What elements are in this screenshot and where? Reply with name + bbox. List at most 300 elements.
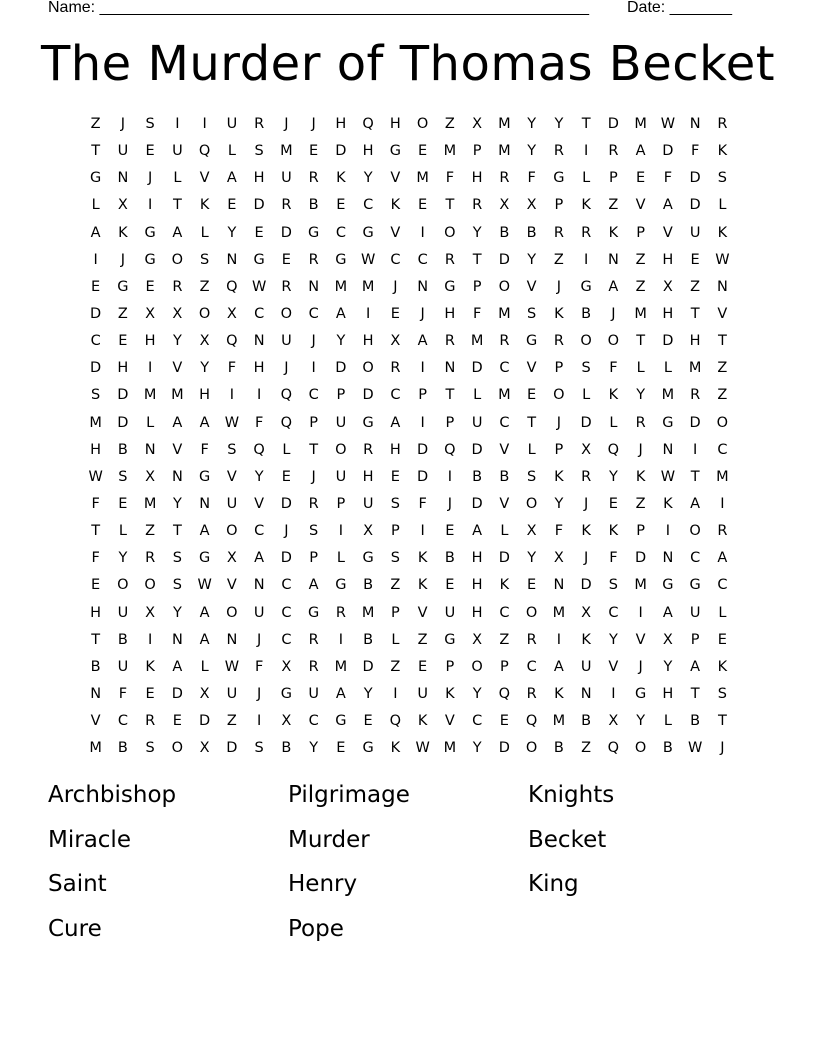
grid-letter: Z (417, 631, 428, 648)
grid-letter: S (145, 116, 155, 132)
grid-letter: H (362, 333, 374, 350)
grid-letter: Y (636, 713, 646, 730)
grid-letter: M (416, 170, 429, 187)
puzzle-title: The Murder of Thomas Becket (40, 36, 776, 92)
grid-letter: G (90, 170, 102, 187)
word-list-item: Pilgrimage (288, 782, 410, 808)
grid-letter: Q (280, 387, 293, 404)
grid-letter: R (363, 441, 374, 458)
grid-letter: L (146, 414, 155, 431)
grid-letter: R (145, 550, 156, 567)
grid-letter: W (224, 414, 240, 431)
grid-letter: N (716, 278, 728, 295)
grid-letter: H (471, 577, 483, 594)
grid-letter: W (88, 468, 103, 485)
grid-letter: H (662, 305, 674, 322)
grid-letter: T (91, 523, 101, 540)
grid-letter: L (282, 441, 291, 458)
grid-letter: O (226, 523, 238, 540)
grid-letter: G (635, 685, 647, 702)
grid-letter: H (362, 468, 374, 485)
grid-letter: O (553, 387, 565, 404)
grid-letter: H (662, 685, 674, 702)
grid-letter: C (281, 577, 292, 594)
grid-letter: N (199, 495, 211, 512)
grid-letter: A (226, 170, 237, 187)
grid-letter: G (662, 577, 674, 594)
grid-letter: B (581, 305, 592, 322)
grid-letter: I (147, 197, 153, 214)
grid-row (82, 710, 736, 737)
grid-letter: I (420, 224, 425, 241)
grid-letter: W (197, 577, 212, 594)
grid-letter: K (199, 197, 210, 214)
grid-letter: U (580, 658, 592, 675)
grid-letter: T (472, 251, 482, 268)
grid-letter: J (583, 550, 589, 567)
grid-letter: Q (607, 441, 620, 458)
grid-letter: G (580, 278, 592, 295)
grid-letter: C (117, 713, 128, 730)
grid-letter: R (308, 631, 319, 648)
grid-letter: J (420, 305, 425, 322)
grid-letter: L (200, 658, 209, 675)
grid-letter: L (663, 360, 672, 377)
grid-letter: B (690, 713, 701, 730)
grid-letter: J (284, 116, 289, 132)
grid-letter: U (117, 143, 129, 160)
grid-letter: I (665, 523, 671, 540)
grid-letter: R (472, 197, 483, 214)
grid-letter: L (227, 143, 236, 160)
grid-letter: D (253, 197, 265, 214)
grid-letter: N (171, 631, 183, 648)
grid-letter: E (499, 713, 509, 730)
grid-letter: A (199, 604, 210, 621)
grid-letter: X (390, 333, 401, 350)
grid-letter: T (527, 414, 537, 431)
grid-letter: I (93, 251, 98, 268)
grid-letter: K (608, 523, 619, 540)
grid-letter: M (498, 116, 511, 132)
grid-letter: D (635, 550, 647, 567)
grid-letter: T (717, 713, 727, 730)
grid-letter: C (363, 197, 374, 214)
grid-letter: K (336, 170, 346, 187)
grid-row (82, 357, 736, 384)
grid-letter: A (199, 414, 210, 431)
grid-row (82, 466, 736, 493)
grid-letter: S (608, 577, 618, 594)
grid-letter: U (689, 604, 701, 621)
grid-letter: A (662, 604, 673, 621)
grid-letter: Z (499, 631, 510, 648)
grid-letter: G (253, 251, 265, 268)
grid-letter: G (280, 685, 292, 702)
grid-letter: J (120, 116, 126, 132)
grid-row (82, 384, 736, 411)
grid-letter: W (224, 658, 240, 675)
grid-letter: M (498, 305, 511, 322)
grid-letter: Q (498, 685, 511, 702)
grid-letter: I (447, 468, 453, 485)
grid-letter: W (660, 468, 676, 485)
grid-letter: X (472, 631, 483, 648)
grid-letter: N (144, 441, 156, 458)
grid-letter: M (688, 360, 702, 377)
grid-letter: V (717, 305, 728, 322)
grid-letter: E (363, 713, 373, 730)
grid-letter: O (525, 604, 538, 621)
grid-letter: O (444, 224, 456, 241)
grid-letter: B (499, 468, 510, 485)
grid-letter: S (172, 577, 182, 594)
grid-letter: E (281, 468, 291, 485)
grid-letter: X (145, 468, 156, 485)
grid-letter: Z (635, 251, 646, 268)
grid-letter: C (254, 305, 265, 322)
grid-letter: M (143, 387, 157, 404)
grid-letter: G (335, 577, 347, 594)
grid-letter: V (662, 224, 673, 241)
grid-letter: R (281, 197, 292, 214)
grid-row (82, 683, 736, 710)
grid-letter: U (471, 414, 483, 431)
grid-letter: J (311, 333, 316, 350)
grid-letter: R (608, 143, 619, 160)
grid-letter: N (444, 360, 456, 377)
grid-letter: N (580, 685, 592, 702)
grid-letter: G (362, 224, 374, 241)
grid-letter: V (172, 360, 183, 377)
grid-letter: R (335, 604, 346, 621)
grid-letter: G (199, 550, 211, 567)
grid-letter: C (690, 550, 701, 567)
grid-letter: H (689, 333, 701, 350)
grid-letter: F (554, 523, 564, 540)
grid-letter: Q (444, 441, 456, 458)
grid-letter: Y (200, 360, 210, 377)
grid-letter: V (90, 713, 101, 730)
word-list-item: Knights (528, 782, 615, 808)
grid-letter: X (499, 197, 510, 214)
grid-letter: F (91, 550, 100, 567)
grid-letter: Z (553, 251, 564, 268)
grid-letter: X (581, 441, 592, 458)
grid-letter: X (472, 116, 483, 132)
name-field-label: Name: _______________________________________________________ (48, 0, 589, 16)
grid-letter: C (335, 224, 346, 241)
grid-letter: A (608, 278, 619, 295)
grid-letter: J (147, 170, 153, 187)
grid-letter: O (416, 116, 429, 132)
grid-letter: J (447, 495, 453, 512)
header (0, 0, 816, 20)
grid-letter: G (362, 550, 374, 567)
grid-letter: H (471, 550, 483, 567)
grid-letter: K (390, 740, 401, 757)
grid-letter: U (335, 468, 347, 485)
grid-letter: F (472, 305, 482, 322)
grid-letter: B (499, 224, 510, 241)
grid-letter: M (334, 658, 348, 675)
grid-letter: G (553, 170, 565, 187)
grid-letter: V (254, 495, 265, 512)
grid-letter: O (362, 360, 374, 377)
grid-letter: Q (607, 740, 620, 757)
grid-letter: L (718, 197, 727, 214)
grid-letter: D (335, 360, 347, 377)
grid-letter: N (308, 278, 320, 295)
grid-letter: R (308, 170, 319, 187)
grid-row (82, 629, 736, 656)
grid-letter: I (365, 305, 371, 322)
grid-letter: O (525, 495, 538, 512)
grid-letter: L (582, 170, 591, 187)
grid-letter: T (690, 685, 700, 702)
grid-letter: K (118, 224, 128, 241)
grid-letter: K (417, 713, 428, 730)
grid-letter: B (363, 577, 374, 594)
grid-letter: Z (717, 360, 728, 377)
grid-letter: K (554, 305, 564, 322)
grid-letter: I (556, 631, 562, 648)
grid-letter: F (227, 360, 237, 377)
grid-letter: B (363, 631, 374, 648)
grid-letter: X (608, 713, 619, 730)
grid-letter: E (145, 685, 155, 702)
grid-letter: E (608, 495, 618, 512)
grid-letter: B (581, 713, 592, 730)
grid-letter: K (417, 550, 428, 567)
grid-letter: I (720, 495, 725, 512)
grid-letter: E (172, 713, 182, 730)
grid-letter: S (91, 387, 101, 404)
grid-letter: E (527, 577, 537, 594)
grid-letter: N (90, 685, 102, 702)
grid-letter: A (390, 414, 401, 431)
grid-letter: R (526, 685, 537, 702)
grid-letter: B (117, 740, 128, 757)
grid-letter: D (607, 116, 619, 132)
grid-letter: J (393, 278, 398, 295)
grid-letter: Y (554, 116, 564, 132)
grid-letter: I (420, 414, 425, 431)
grid-letter: E (309, 143, 319, 160)
grid-letter: D (280, 495, 292, 512)
grid-letter: K (635, 468, 646, 485)
grid-letter: X (117, 197, 128, 214)
grid-letter: G (662, 414, 674, 431)
grid-row (82, 167, 736, 194)
grid-letter: M (498, 143, 511, 160)
grid-letter: A (690, 495, 701, 512)
grid-letter: H (253, 170, 265, 187)
grid-letter: C (254, 523, 265, 540)
grid-letter: D (689, 170, 701, 187)
grid-letter: X (199, 685, 210, 702)
grid-letter: E (254, 224, 264, 241)
grid-row (82, 303, 736, 330)
grid-letter: R (145, 713, 156, 730)
grid-letter: E (717, 631, 727, 648)
grid-letter: J (638, 658, 643, 675)
grid-letter: I (583, 251, 589, 268)
grid-letter: C (717, 577, 728, 594)
grid-letter: Y (254, 468, 264, 485)
grid-letter: Z (226, 713, 237, 730)
grid-letter: U (253, 604, 265, 621)
grid-letter: L (391, 631, 400, 648)
grid-row (82, 656, 736, 683)
grid-letter: U (335, 414, 347, 431)
grid-letter: O (689, 523, 701, 540)
grid-letter: R (526, 631, 537, 648)
grid-letter: K (581, 631, 591, 648)
grid-letter: Y (118, 550, 128, 567)
word-list-item: King (528, 871, 579, 897)
grid-letter: E (281, 251, 291, 268)
grid-letter: X (226, 550, 237, 567)
grid-letter: C (281, 631, 292, 648)
grid-letter: W (360, 251, 376, 268)
grid-letter: W (251, 278, 267, 295)
grid-letter: D (226, 740, 238, 757)
grid-letter: D (335, 143, 347, 160)
grid-letter: T (172, 197, 182, 214)
grid-letter: J (311, 468, 316, 485)
grid-letter: X (363, 523, 374, 540)
grid-letter: Y (663, 658, 673, 675)
grid-letter: X (526, 197, 537, 214)
grid-letter: E (445, 523, 455, 540)
grid-letter: H (389, 116, 401, 132)
grid-letter: X (199, 333, 210, 350)
grid-letter: J (720, 740, 725, 757)
grid-letter: Q (362, 116, 374, 132)
grid-letter: H (253, 360, 265, 377)
grid-letter: G (362, 414, 374, 431)
grid-letter: L (200, 224, 209, 241)
grid-letter: P (445, 658, 455, 675)
grid-letter: W (715, 251, 730, 268)
grid-letter: V (499, 495, 510, 512)
grid-letter: E (91, 577, 101, 594)
grid-letter: N (607, 251, 619, 268)
grid-letter: S (527, 468, 537, 485)
grid-letter: R (553, 224, 564, 241)
grid-letter: S (227, 441, 237, 458)
grid-letter: E (418, 197, 428, 214)
grid-letter: Y (527, 143, 537, 160)
grid-letter: A (472, 523, 483, 540)
grid-letter: M (361, 604, 375, 621)
grid-letter: H (362, 143, 374, 160)
grid-letter: M (334, 278, 348, 295)
grid-letter: P (636, 224, 645, 241)
grid-letter: J (256, 631, 262, 648)
grid-letter: C (390, 387, 401, 404)
grid-letter: Y (608, 631, 618, 648)
grid-letter: P (309, 550, 318, 567)
grid-letter: M (634, 577, 647, 594)
word-list-item: Pope (288, 915, 344, 942)
grid-letter: P (418, 387, 427, 404)
grid-letter: U (308, 685, 319, 702)
grid-letter: E (418, 658, 428, 675)
grid-letter: I (256, 387, 262, 404)
grid-letter: D (689, 414, 701, 431)
grid-letter: D (471, 360, 483, 377)
grid-letter: A (553, 658, 564, 675)
grid-letter: O (335, 441, 347, 458)
grid-letter: I (338, 631, 344, 648)
grid-letter: I (692, 441, 698, 458)
grid-letter: D (689, 197, 701, 214)
grid-letter: K (717, 143, 728, 160)
grid-letter: Q (280, 414, 293, 431)
grid-row (82, 222, 736, 249)
grid-letter: P (500, 658, 509, 675)
grid-letter: J (638, 441, 643, 458)
grid-letter: X (145, 604, 156, 621)
word-list-item: Becket (528, 826, 607, 853)
grid-letter: K (145, 658, 155, 675)
grid-letter: F (663, 170, 673, 187)
grid-letter: A (199, 523, 210, 540)
grid-letter: D (417, 468, 429, 485)
grid-letter: E (390, 305, 400, 322)
grid-letter: I (638, 604, 643, 621)
grid-letter: A (662, 197, 673, 214)
grid-letter: U (226, 495, 238, 512)
grid-letter: R (499, 170, 510, 187)
grid-letter: A (308, 577, 319, 594)
grid-letter: V (226, 468, 237, 485)
grid-letter: Y (172, 333, 182, 350)
grid-letter: I (175, 116, 180, 132)
grid-row (82, 249, 736, 276)
grid-letter: Y (309, 740, 319, 757)
grid-letter: F (418, 495, 427, 512)
grid-letter: N (226, 631, 238, 648)
grid-letter: D (117, 414, 129, 431)
grid-letter: N (117, 170, 129, 187)
grid-letter: L (173, 170, 182, 187)
grid-letter: P (445, 414, 455, 431)
grid-letter: E (690, 251, 700, 268)
grid-letter: Q (389, 713, 402, 730)
grid-letter: B (472, 468, 483, 485)
grid-letter: K (554, 468, 564, 485)
grid-letter: S (200, 251, 210, 268)
grid-letter: G (526, 333, 538, 350)
grid-letter: R (308, 251, 319, 268)
grid-letter: M (498, 387, 511, 404)
grid-letter: O (198, 305, 211, 322)
grid-letter: C (499, 414, 510, 431)
grid-letter: Z (717, 387, 728, 404)
grid-letter: M (171, 387, 184, 404)
grid-letter: D (471, 495, 483, 512)
grid-letter: L (500, 523, 509, 540)
grid-letter: U (444, 604, 456, 621)
grid-letter: V (390, 224, 401, 241)
grid-letter: K (717, 658, 728, 675)
grid-letter: H (389, 441, 401, 458)
grid-letter: E (527, 387, 537, 404)
grid-letter: A (254, 550, 265, 567)
